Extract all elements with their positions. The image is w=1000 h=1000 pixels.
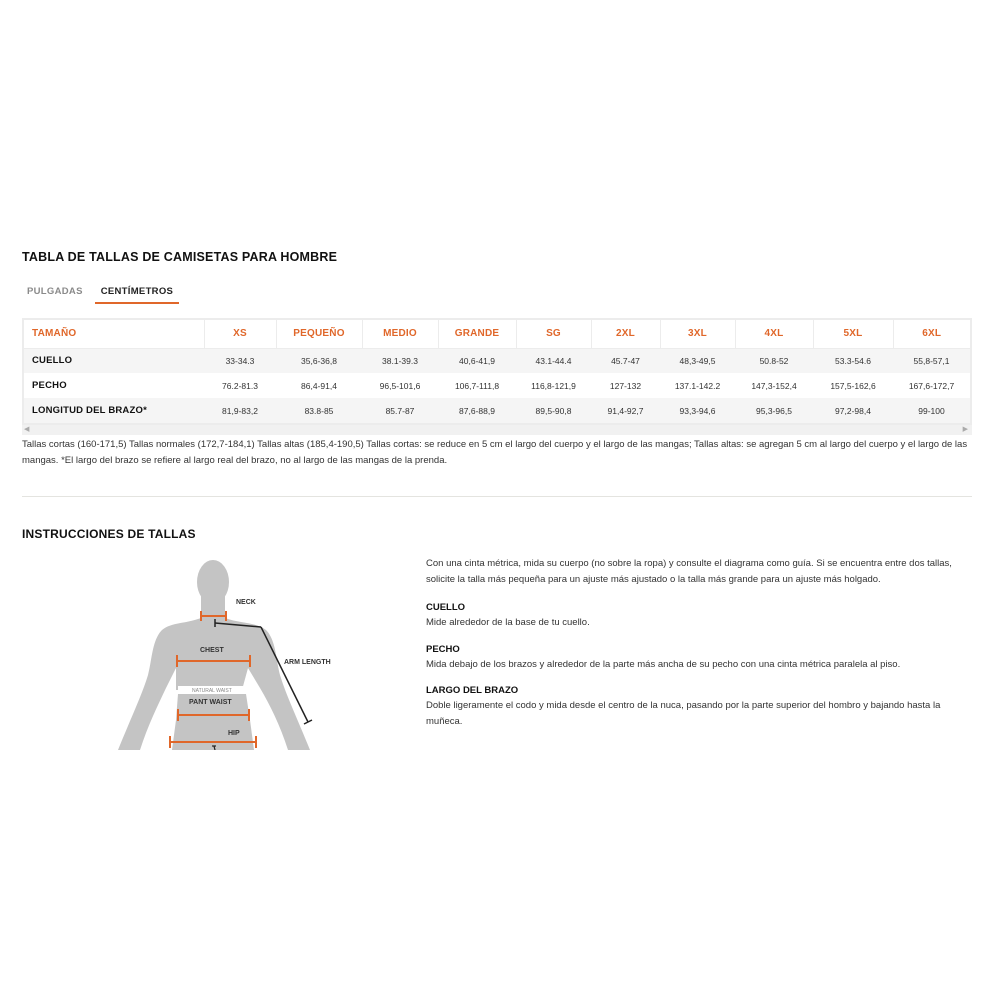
column-header: PEQUEÑO	[276, 320, 362, 348]
page-title: TABLA DE TALLAS DE CAMISETAS PARA HOMBRE	[22, 250, 338, 264]
column-header: GRANDE	[438, 320, 516, 348]
table-cell: 127-132	[609, 380, 642, 391]
table-cell: 83.8-85	[276, 398, 362, 423]
table-cell: 45.7-47	[591, 348, 660, 373]
table-cell: 96,5-101,6	[379, 380, 421, 391]
diagram-label-natural-waist: NATURAL WAIST	[192, 688, 232, 694]
instruction-text: Mida debajo de los brazos y alrededor de la parte más ancha de su pecho con una cinta métrica paralela al piso.	[426, 658, 901, 670]
table-cell: 38.1-39.3	[362, 348, 438, 373]
instruction-heading: LARGO DEL BRAZO	[426, 685, 519, 696]
diagram-label-arm-length: ARM LENGTH	[284, 659, 331, 666]
diagram-label-hip: HIP	[228, 730, 240, 737]
column-header: 4XL	[735, 320, 813, 348]
column-header: 2XL	[591, 320, 660, 348]
table-cell: 137.1-142.2	[674, 380, 721, 391]
table-cell: 43.1-44.4	[516, 348, 591, 373]
table-row	[24, 373, 970, 398]
column-header: XS	[204, 320, 276, 348]
chevron-right-icon[interactable]: ▶	[962, 426, 968, 433]
table-cell: 106,7-111,8	[454, 380, 500, 391]
table-cell: 157,5-162,6	[830, 380, 876, 391]
row-label: LONGITUD DEL BRAZO*	[24, 398, 204, 423]
instructions-text	[426, 556, 976, 741]
table-header-row	[24, 320, 970, 348]
column-header: 6XL	[893, 320, 970, 348]
tab-centimetros[interactable]: CENTÍMETROS	[95, 284, 179, 304]
table-row	[24, 398, 970, 423]
instruction-heading: CUELLO	[426, 602, 466, 613]
body-silhouette-icon	[100, 560, 340, 750]
unit-tabs	[22, 284, 179, 304]
chevron-left-icon[interactable]: ◀	[24, 426, 30, 433]
table-cell: 91,4-92,7	[591, 398, 660, 423]
table-cell: 99-100	[893, 398, 970, 423]
table-cell: 116,8-121,9	[531, 380, 576, 391]
table-cell: 35,6-36,8	[276, 348, 362, 373]
tab-pulgadas[interactable]: PULGADAS	[27, 286, 83, 297]
table-cell: 40,6-41,9	[438, 348, 516, 373]
table-cell: 55,8-57,1	[893, 348, 970, 373]
diagram-label-neck: NECK	[236, 599, 256, 606]
instructions-title: INSTRUCCIONES DE TALLAS	[22, 527, 196, 541]
instruction-item	[426, 684, 976, 729]
table-cell: 33-34.3	[204, 348, 276, 373]
table-cell: 48,3-49,5	[660, 348, 735, 373]
diagram-label-chest: CHEST	[200, 647, 224, 654]
table-cell: 89,5-90,8	[516, 398, 591, 423]
table-cell: 53.3-54.6	[813, 348, 893, 373]
table-cell: 167,6-172,7	[908, 380, 955, 391]
table-cell: 93,3-94,6	[660, 398, 735, 423]
table-row	[24, 348, 970, 373]
instruction-heading: PECHO	[426, 643, 460, 655]
row-label: PECHO	[32, 380, 67, 391]
column-header: MEDIO	[362, 320, 438, 348]
instruction-item	[426, 643, 976, 673]
diagram-label-pant-waist: PANT WAIST	[189, 699, 232, 706]
instruction-text: Mide alrededor de la base de tu cuello.	[426, 617, 590, 628]
size-footnote: Tallas cortas (160-171,5) Tallas normales (172,7-184,1) Tallas altas (185,4-190,5) Tallas cortas: se reduce en 5 cm el largo del cuerpo y el largo de las mangas; Tallas altas: se agregan 5 cm al largo del cuerpo y el largo de las mangas. *El largo del brazo se refiere al largo real del brazo, no al largo de las mangas de la prenda.	[22, 439, 968, 466]
table-cell: 50.8-52	[735, 348, 813, 373]
instruction-item	[426, 601, 976, 631]
size-table	[22, 318, 972, 425]
instruction-text: Doble ligeramente el codo y mida desde el centro de la nuca, pasando por la parte superior del hombro y bajando hasta la muñeca.	[426, 700, 941, 727]
table-cell: 97,2-98,4	[813, 398, 893, 423]
table-cell: 85.7-87	[362, 398, 438, 423]
table-cell: 76.2-81.3	[222, 380, 258, 391]
row-label: CUELLO	[24, 348, 204, 373]
column-header: 5XL	[813, 320, 893, 348]
table-cell: 87,6-88,9	[438, 398, 516, 423]
body-measurement-diagram	[100, 560, 340, 750]
section-divider	[22, 496, 972, 497]
table-cell: 81,9-83,2	[204, 398, 276, 423]
horizontal-scrollbar[interactable]	[22, 425, 972, 435]
table-cell: 95,3-96,5	[735, 398, 813, 423]
column-header: 3XL	[660, 320, 735, 348]
column-header: TAMAÑO	[24, 320, 204, 348]
table-cell: 147,3-152,4	[751, 380, 797, 391]
column-header: SG	[516, 320, 591, 348]
table-cell: 86,4-91,4	[301, 380, 337, 391]
instructions-intro: Con una cinta métrica, mida su cuerpo (no sobre la ropa) y consulte el diagrama como guía. Si se encuentra entre dos tallas, solicite la talla más pequeña para un ajuste más ajustado o la talla más grande para un ajuste más holgado.	[426, 558, 952, 585]
